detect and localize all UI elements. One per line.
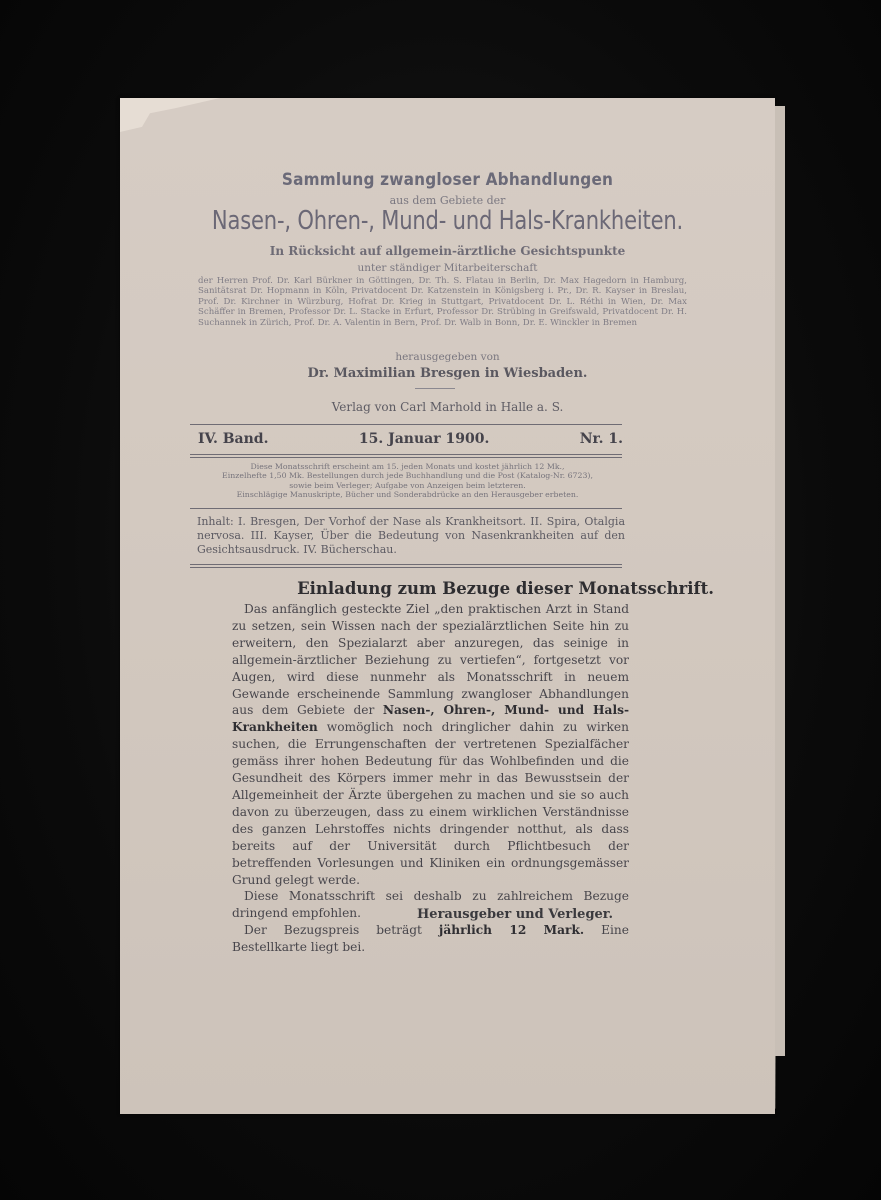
- contributors-list: der Herren Prof. Dr. Karl Bürkner in Göttingen, Dr. Th. S. Flatau in Berlin, Dr. Max Hagedorn in Hamburg, Sanitätsrat Dr. Hopmann in Köln, Privatdocent Dr. Katzenstein in Königsberg i. Pr., Dr. R. Kayser in Breslau, Prof. Dr. Kirchner in Würzburg, Hofrat Dr. Krieg in Stuttgart, Privatdocent Dr. L. Réthi in Wien, Dr. Max Schäffer in Bremen, Professor Dr. L. Stacke in Erfurt, Professor Dr. Strübing in Greifswald, Privatdocent Dr. H. Suchannek in Zürich, Prof. Dr. A. Valentin in Bern, Prof. Dr. Walb in Bonn, Dr. E. Winckler in Bremen: [198, 276, 687, 328]
- notice-line: Einschlägige Manuskripte, Bücher und Sonderabdrücke an den Herausgeber erbeten.: [236, 490, 579, 500]
- divider-top: [190, 424, 622, 425]
- subscription-notice: [195, 462, 620, 500]
- price-amount: jährlich 12 Mark.: [438, 923, 585, 938]
- edited-by-line: herausgegeben von: [395, 351, 500, 363]
- divider-contents: [190, 564, 622, 565]
- notice-line: sowie beim Verleger; Aufgabe von Anzeigen beim letzteren.: [289, 480, 526, 490]
- invitation-paragraph: [232, 601, 629, 888]
- recommendation-paragraph: Diese Monatsschrift sei deshalb zu zahlreichem Bezuge dringend empfohlen.: [232, 889, 629, 921]
- editor-name: Dr. Maximilian Bresgen in Wiesbaden.: [307, 366, 588, 381]
- publisher-line: Verlag von Carl Marhold in Halle a. S.: [331, 400, 564, 414]
- notice-line: Diese Monatsschrift erscheint am 15. jeden Monats und kostet jährlich 12 Mk.,: [250, 462, 565, 471]
- issue-info-row: [198, 431, 623, 447]
- notice-line: Einzelhefte 1,50 Mk. Bestellungen durch jede Buchhandlung und die Post (Katalog-Nr. 6723),: [222, 471, 593, 481]
- torn-corner: [120, 98, 220, 132]
- price-text: Der Bezugspreis beträgt: [244, 923, 439, 938]
- collaboration-line: unter ständiger Mitarbeiterschaft: [357, 262, 538, 274]
- journal-cover-page: [120, 98, 775, 1114]
- series-title: Sammlung zwangloser Abhandlungen: [281, 170, 614, 190]
- divider-issue: [190, 454, 622, 455]
- table-of-contents: Inhalt: I. Bresgen, Der Vorhof der Nase als Krankheitsort. II. Spira, Otalgia nervosa. III. Kayser, Über die Bedeutung von Nasenkrankheiten auf den Gesichtsausdruck. IV. Bücherschau.: [197, 515, 625, 557]
- signature-line: Herausgeber und Verleger.: [417, 907, 613, 922]
- volume-label: IV. Band.: [198, 431, 269, 447]
- paragraph-text: Das anfänglich gesteckte Ziel „den praktischen Arzt in Stand zu setzen, sein Wissen nach der spezialärztlichen Seite hin zu erweitern, den Spezialarzt aber anzuregen, das seinige in allgemein-ärztlicher Beziehung zu vertiefen“, fortgesetzt vor Augen, wird diese nunmehr als Monatsschrift in neuem Gewande erscheinende Sammlung zwangloser Abhandlungen aus dem Gebiete der: [232, 602, 629, 718]
- invitation-heading: Einladung zum Bezuge dieser Monatsschrift.: [297, 579, 714, 598]
- journal-scope: In Rücksicht auf allgemein-ärztliche Gesichtspunkte: [269, 244, 626, 258]
- price-paragraph: [232, 922, 629, 956]
- page-edge: [775, 106, 785, 1056]
- series-subtitle: aus dem Gebiete der: [389, 194, 506, 207]
- divider-issue-double: [190, 457, 622, 458]
- divider-notice: [190, 508, 622, 509]
- price-text: Eine Bestellkarte liegt bei.: [232, 923, 629, 955]
- issue-number: Nr. 1.: [579, 431, 623, 447]
- invitation-text: [232, 601, 629, 956]
- divider-contents-double: [190, 567, 622, 568]
- short-divider: [415, 388, 455, 389]
- issue-date: 15. Januar 1900.: [358, 431, 490, 447]
- journal-subject-bold: Nasen-, Ohren-, Mund- und Hals-Krankheiten: [232, 703, 629, 735]
- paragraph-text: womöglich noch dringlicher dahin zu wirken suchen, die Errungenschaften der vertretenen Spezialfächer gemäss ihrer hohen Bedeutung für das Wohlbefinden und die Gesundheit des Körpers immer mehr in das Bewusstsein der Allgemeinheit der Ärzte übergehen zu machen und sie so auch davon zu überzeugen, dass zu einem wirklichen Verständnisse des ganzen Lehrstoffes nichts dringender notthut, als dass bereits auf der Universität durch Pflichtbesuch der betreffenden Vorlesungen und Kliniken ein ordnungsgemässer Grund gelegt werde.: [232, 720, 629, 887]
- journal-title: Nasen-, Ohren-, Mund- und Hals-Krankheiten.: [211, 206, 684, 236]
